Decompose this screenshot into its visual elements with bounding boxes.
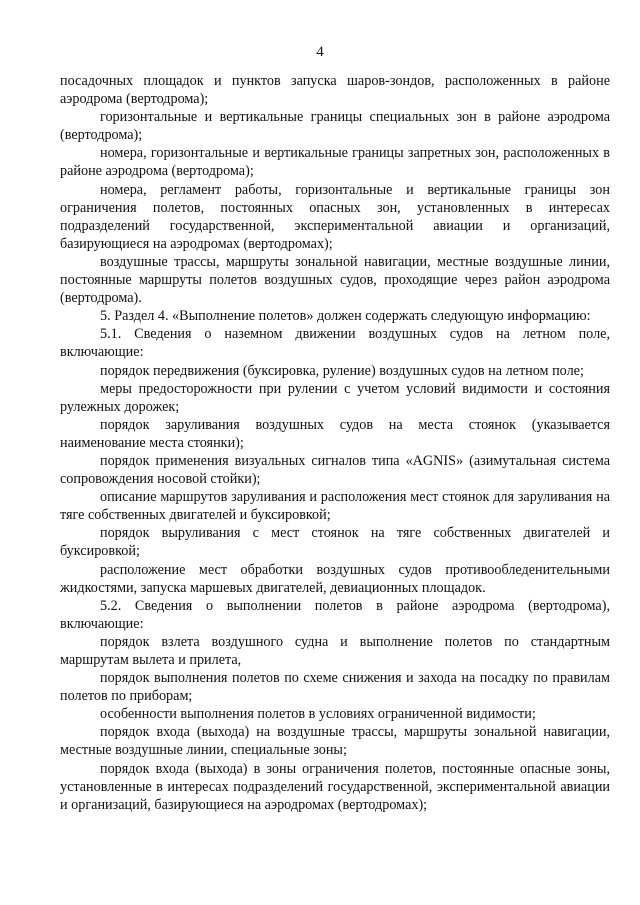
paragraph: горизонтальные и вертикальные границы специальных зон в районе аэродрома (вертодрома); xyxy=(60,109,610,144)
paragraph: посадочных площадок и пунктов запуска шаров-зондов, расположенных в районе аэродрома (вертодрома); xyxy=(60,73,610,108)
paragraph: 5.2. Сведения о выполнении полетов в районе аэродрома (вертодрома), включающие: xyxy=(60,597,610,632)
page-number: 4 xyxy=(316,44,324,60)
paragraph: номера, регламент работы, горизонтальные и вертикальные границы зон ограничения полетов, постоянных опасных зон, установленных в интересах подразделений государственной, экспериментальной авиации и организаций, базирующиеся на аэродромах (вертодромах); xyxy=(60,181,610,252)
paragraph: 5.1. Сведения о наземном движении воздушных судов на летном поле, включающие: xyxy=(60,326,610,361)
document-body xyxy=(60,72,610,814)
paragraph: порядок заруливания воздушных судов на места стоянок (указывается наименование места стоянки); xyxy=(60,416,610,451)
paragraph: порядок входа (выхода) на воздушные трассы, маршруты зональной навигации, местные воздушные линии, специальные зоны; xyxy=(60,724,610,759)
paragraph: номера, горизонтальные и вертикальные границы запретных зон, расположенных в районе аэродрома (вертодрома); xyxy=(60,145,610,180)
paragraph: описание маршрутов заруливания и расположения мест стоянок для заруливания на тяге собственных двигателей и буксировкой; xyxy=(60,489,610,524)
paragraph: порядок передвижения (буксировка, руление) воздушных судов на летном поле; xyxy=(100,362,584,379)
paragraph: воздушные трассы, маршруты зональной навигации, местные воздушные линии, постоянные маршруты полетов воздушных судов, проходящие через район аэродрома (вертодрома). xyxy=(60,253,610,307)
paragraph: порядок применения визуальных сигналов типа «AGNIS» (азимутальная система сопровождения носовой стойки); xyxy=(60,452,610,488)
paragraph: меры предосторожности при рулении с учетом условий видимости и состояния рулежных дорожек; xyxy=(60,380,610,415)
paragraph: порядок выполнения полетов по схеме снижения и захода на посадку по правилам полетов по приборам; xyxy=(60,670,610,705)
paragraph: порядок входа (выхода) в зоны ограничения полетов, постоянные опасные зоны, установленные в интересах подразделений государственной, экспериментальной авиации и организаций, базирующиеся на аэродромах (вертодромах); xyxy=(60,760,610,813)
paragraph: порядок выруливания с мест стоянок на тяге собственных двигателей и буксировкой; xyxy=(60,525,610,560)
paragraph: порядок взлета воздушного судна и выполнение полетов по стандартным маршрутам вылета и прилета, xyxy=(60,633,610,668)
paragraph: 5. Раздел 4. «Выполнение полетов» должен содержать следующую информацию: xyxy=(100,308,591,325)
paragraph: особенности выполнения полетов в условиях ограниченной видимости; xyxy=(100,706,536,723)
paragraph: расположение мест обработки воздушных судов противообледенительными жидкостями, запуска маршевых двигателей, девиационных площадок. xyxy=(60,561,610,596)
